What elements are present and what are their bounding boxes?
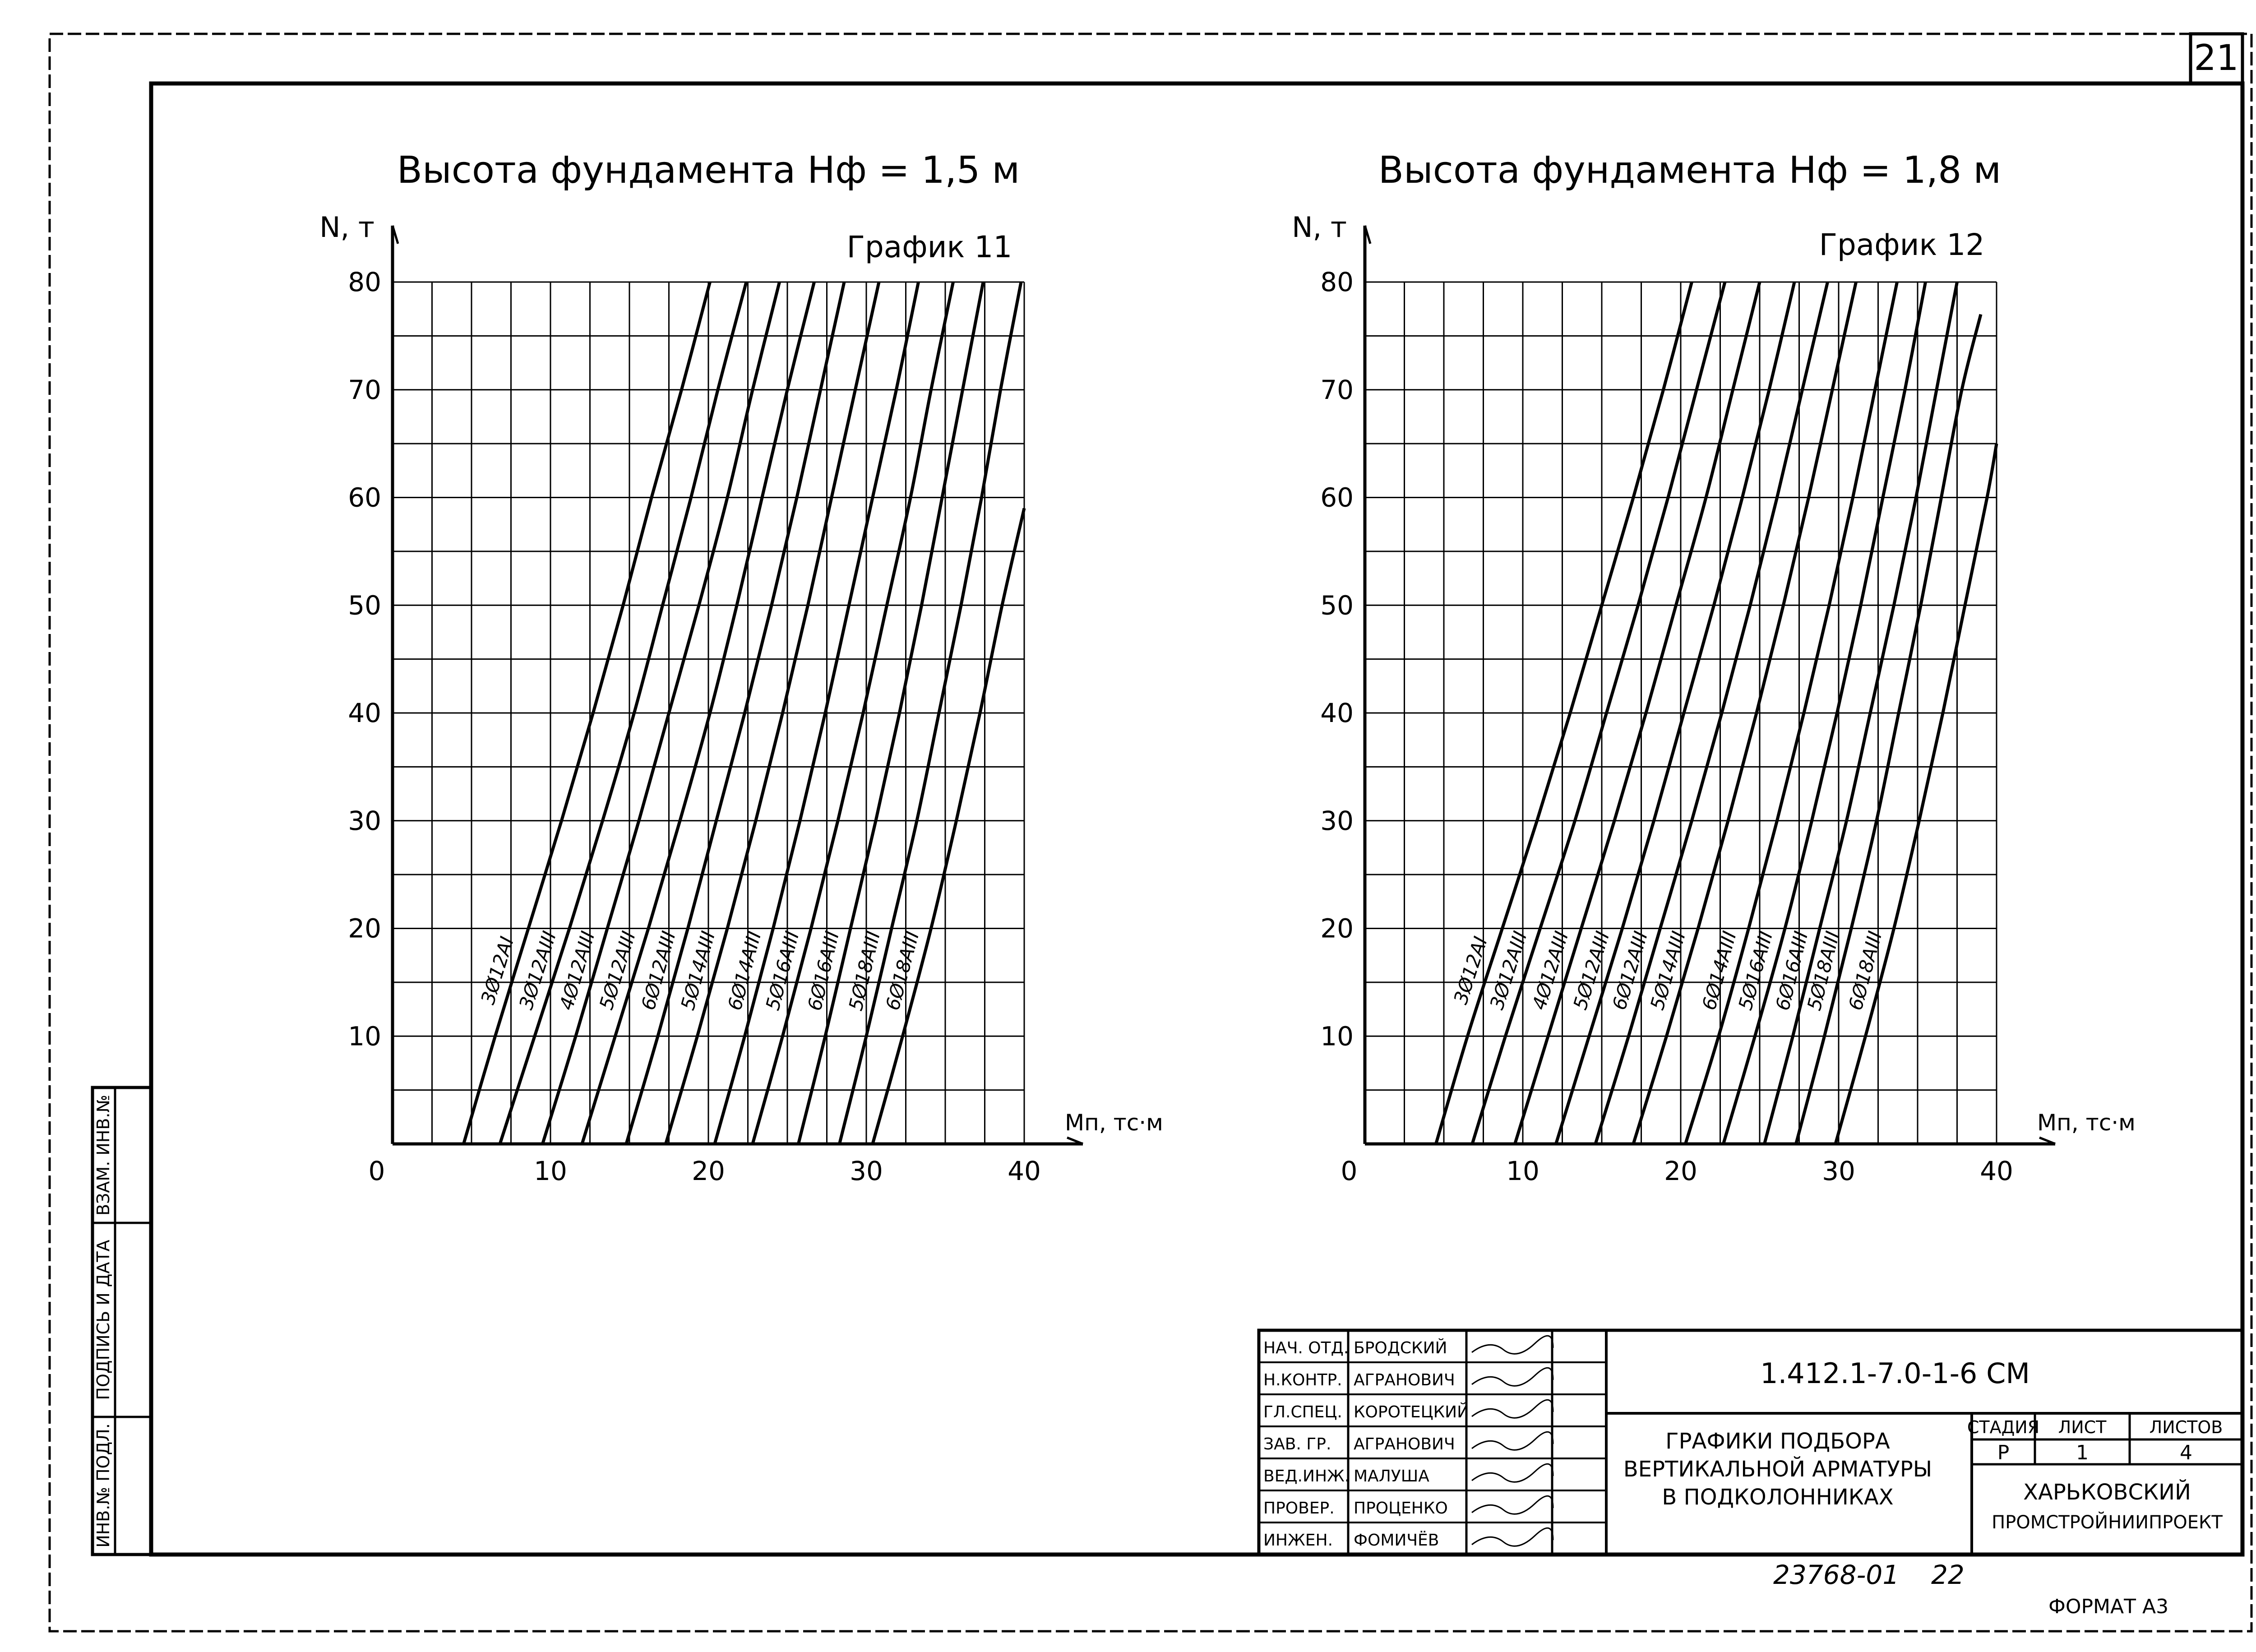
series-label: 6Ø18АIII (881, 929, 924, 1013)
series-label: 3Ø12АIII (1485, 928, 1532, 1013)
side-stamp (92, 1087, 151, 1555)
series-label: 6Ø18АIII (1844, 929, 1886, 1013)
drawing-title-line-3: В ПОДКОЛОННИКАХ (1662, 1485, 1894, 1510)
series-label: 6Ø14АIII (723, 929, 766, 1013)
role-name: МАЛУША (1354, 1467, 1429, 1485)
x-tick-label: 0 (368, 1156, 385, 1186)
document-code: 1.412.1-7.0-1-6 СМ (1760, 1357, 2030, 1390)
side-stamp-inv-podl: ИНВ.№ ПОДЛ. (93, 1423, 113, 1548)
series-label: 5Ø18АIII (1803, 929, 1844, 1013)
y-tick-label: 20 (1320, 913, 1354, 944)
role-label: ГЛ.СПЕЦ. (1263, 1403, 1342, 1421)
drawing-title-line-2: ВЕРТИКАЛЬНОЙ АРМАТУРЫ (1623, 1457, 1932, 1482)
x-axis-label: Mп, тс·м (2037, 1110, 2136, 1136)
x-axis-label: Mп, тс·м (1065, 1110, 1163, 1136)
page-number: 21 (2194, 38, 2239, 79)
y-tick-label: 20 (348, 913, 381, 944)
x-tick-label: 40 (1008, 1156, 1041, 1186)
series-label: 5Ø18АIII (844, 929, 885, 1013)
stage-value: Р (1997, 1441, 2010, 1464)
role-name: БРОДСКИЙ (1354, 1339, 1447, 1357)
x-tick-label: 40 (1980, 1156, 2013, 1186)
signature (1472, 1432, 1553, 1450)
y-axis-label: N, т (319, 211, 374, 244)
chart-graph-11 (319, 149, 1163, 1186)
series-label: 3Ø12АIII (514, 928, 561, 1013)
y-tick-label: 10 (1320, 1021, 1354, 1052)
sheets-value: 4 (2180, 1441, 2192, 1464)
series-label: 4Ø12АIII (1528, 928, 1573, 1013)
archive-page: 22 (1931, 1559, 1965, 1590)
y-tick-label: 70 (1320, 374, 1354, 405)
organization-line-1: ХАРЬКОВСКИЙ (2023, 1480, 2191, 1505)
chart-title: Высота фундамента Hф = 1,5 м (397, 149, 1020, 192)
series-line (873, 508, 1024, 1144)
graph-label: График 11 (846, 230, 1012, 264)
x-tick-label: 0 (1341, 1156, 1358, 1186)
y-tick-label: 80 (348, 267, 381, 297)
chart-graph-12 (1292, 149, 2136, 1186)
signature (1472, 1496, 1553, 1514)
series-label: 5Ø14АIII (676, 929, 720, 1013)
x-tick-label: 20 (1664, 1156, 1697, 1186)
series-line (1796, 315, 1981, 1144)
drawing-title-line-1: ГРАФИКИ ПОДБОРА (1665, 1429, 1890, 1454)
side-stamp-vzam-inv: ВЗАМ. ИНВ.№ (93, 1094, 113, 1216)
role-label: ВЕД.ИНЖ. (1263, 1467, 1350, 1485)
y-tick-label: 80 (1320, 267, 1354, 297)
graph-label: График 12 (1819, 227, 1985, 262)
signature (1472, 1336, 1553, 1354)
series-label: 6Ø12АIII (1608, 928, 1652, 1013)
role-name: АГРАНОВИЧ (1354, 1435, 1455, 1453)
series-label: 5Ø12АIII (1569, 928, 1614, 1013)
inner-frame (151, 83, 2242, 1555)
y-tick-label: 40 (1320, 698, 1354, 728)
series-label: 3Ø12АI (476, 934, 518, 1007)
series-label: 6Ø12АIII (637, 929, 680, 1013)
x-tick-label: 30 (1822, 1156, 1855, 1186)
role-label: Н.КОНТР. (1263, 1371, 1342, 1389)
y-tick-label: 60 (1320, 482, 1354, 513)
series-label: 5Ø16АIII (761, 929, 804, 1013)
organization-line-2: ПРОМСТРОЙНИИПРОЕКТ (1992, 1512, 2223, 1533)
series-line (1835, 444, 1997, 1144)
sheets-header: ЛИСТОВ (2149, 1417, 2223, 1437)
signature (1472, 1464, 1553, 1482)
x-tick-label: 20 (692, 1156, 725, 1186)
stage-header: СТАДИЯ (1967, 1417, 2040, 1437)
role-label: ПРОВЕР. (1263, 1499, 1335, 1518)
series-label: 6Ø16АIII (1771, 929, 1812, 1013)
series-label: 3Ø12АI (1449, 934, 1492, 1007)
series-label: 5Ø14АIII (1646, 928, 1690, 1013)
y-tick-label: 60 (348, 482, 381, 513)
signature (1472, 1528, 1553, 1546)
role-label: ИНЖЕН. (1263, 1531, 1333, 1550)
x-tick-label: 10 (534, 1156, 567, 1186)
y-tick-label: 50 (1320, 590, 1354, 621)
x-tick-label: 10 (1506, 1156, 1539, 1186)
role-name: АГРАНОВИЧ (1354, 1371, 1455, 1389)
role-name: КОРОТЕЦКИЙ (1354, 1403, 1470, 1421)
x-tick-label: 30 (850, 1156, 883, 1186)
chart-title: Высота фундамента Hф = 1,8 м (1378, 149, 2002, 192)
y-tick-label: 70 (348, 374, 381, 405)
signature (1472, 1368, 1553, 1386)
role-label: ЗАВ. ГР. (1263, 1435, 1331, 1453)
y-tick-label: 40 (348, 698, 381, 728)
series-label: 6Ø14АIII (1697, 929, 1741, 1013)
signature (1472, 1400, 1553, 1418)
series-label: 5Ø16АIII (1734, 929, 1777, 1013)
y-tick-label: 50 (348, 590, 381, 621)
side-stamp-signature-date: ПОДПИСЬ И ДАТА (93, 1240, 113, 1400)
series-label: 6Ø16АIII (803, 929, 844, 1013)
archive-number: 23768-01 (1773, 1559, 1900, 1590)
series-label: 4Ø12АIII (555, 928, 599, 1013)
role-name: ПРОЦЕНКО (1354, 1499, 1448, 1518)
y-tick-label: 10 (348, 1021, 381, 1052)
series-label: 5Ø12АIII (595, 928, 640, 1013)
y-tick-label: 30 (1320, 805, 1354, 836)
sheet-value: 1 (2076, 1441, 2089, 1464)
sheet-header: ЛИСТ (2058, 1417, 2107, 1437)
y-axis-label: N, т (1292, 211, 1347, 244)
y-tick-label: 30 (348, 805, 381, 836)
format-label: ФОРМАТ А3 (2048, 1595, 2169, 1618)
title-block (1259, 1330, 2242, 1555)
role-name: ФОМИЧЁВ (1354, 1531, 1439, 1550)
role-label: НАЧ. ОТД. (1263, 1339, 1349, 1357)
